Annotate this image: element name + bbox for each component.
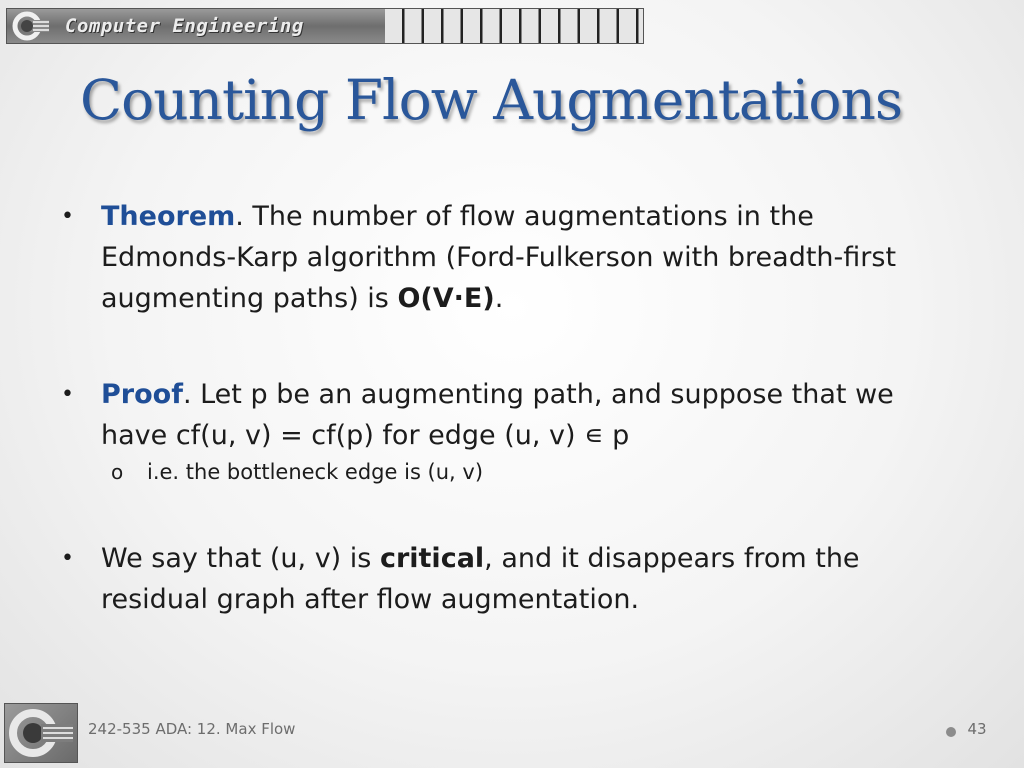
theorem-end: . [494,283,504,314]
critical-keyword: critical [379,543,485,574]
bullet-proof [55,374,955,456]
bullet-marker: • [61,204,74,229]
sub-bullet-marker: o [111,460,124,484]
sub-bullet-bottleneck [55,456,955,488]
computer-engineering-logo-icon [4,703,78,763]
complexity-bound: O(V·E) [397,283,495,314]
bullet-theorem [55,196,955,319]
slide-body [55,196,955,620]
bullet-critical [55,538,955,620]
banner-title: Computer Engineering [65,15,304,37]
proof-text: . Let p be an augmenting path, and suppose that we have cf(u, v) = cf(p) for edge (u, v) ∊ p [101,379,894,451]
sub-bullet-text: i.e. the bottleneck edge is (u, v) [147,460,484,484]
bullet-marker: • [61,382,74,407]
footer-course-label: 242-535 ADA: 12. Max Flow [88,720,296,738]
bullet-marker: • [61,546,74,571]
header-banner [6,8,644,44]
footer-dot-icon [946,727,956,737]
banner-barcode-decoration [385,9,643,43]
proof-keyword: Proof [101,379,183,410]
theorem-text: . The number of flow augmentations in the Edmonds-Karp algorithm (Ford-Fulkerson with breadth-first augmenting paths) is [101,201,897,314]
computer-engineering-logo-icon [9,11,53,41]
theorem-keyword: Theorem [101,201,236,232]
page-number: 43 [967,720,987,738]
critical-text-end: , and it disappears from the residual graph after flow augmentation. [101,543,860,615]
slide-title: Counting Flow Augmentations [80,68,903,132]
critical-text-start: We say that (u, v) is [101,543,380,574]
